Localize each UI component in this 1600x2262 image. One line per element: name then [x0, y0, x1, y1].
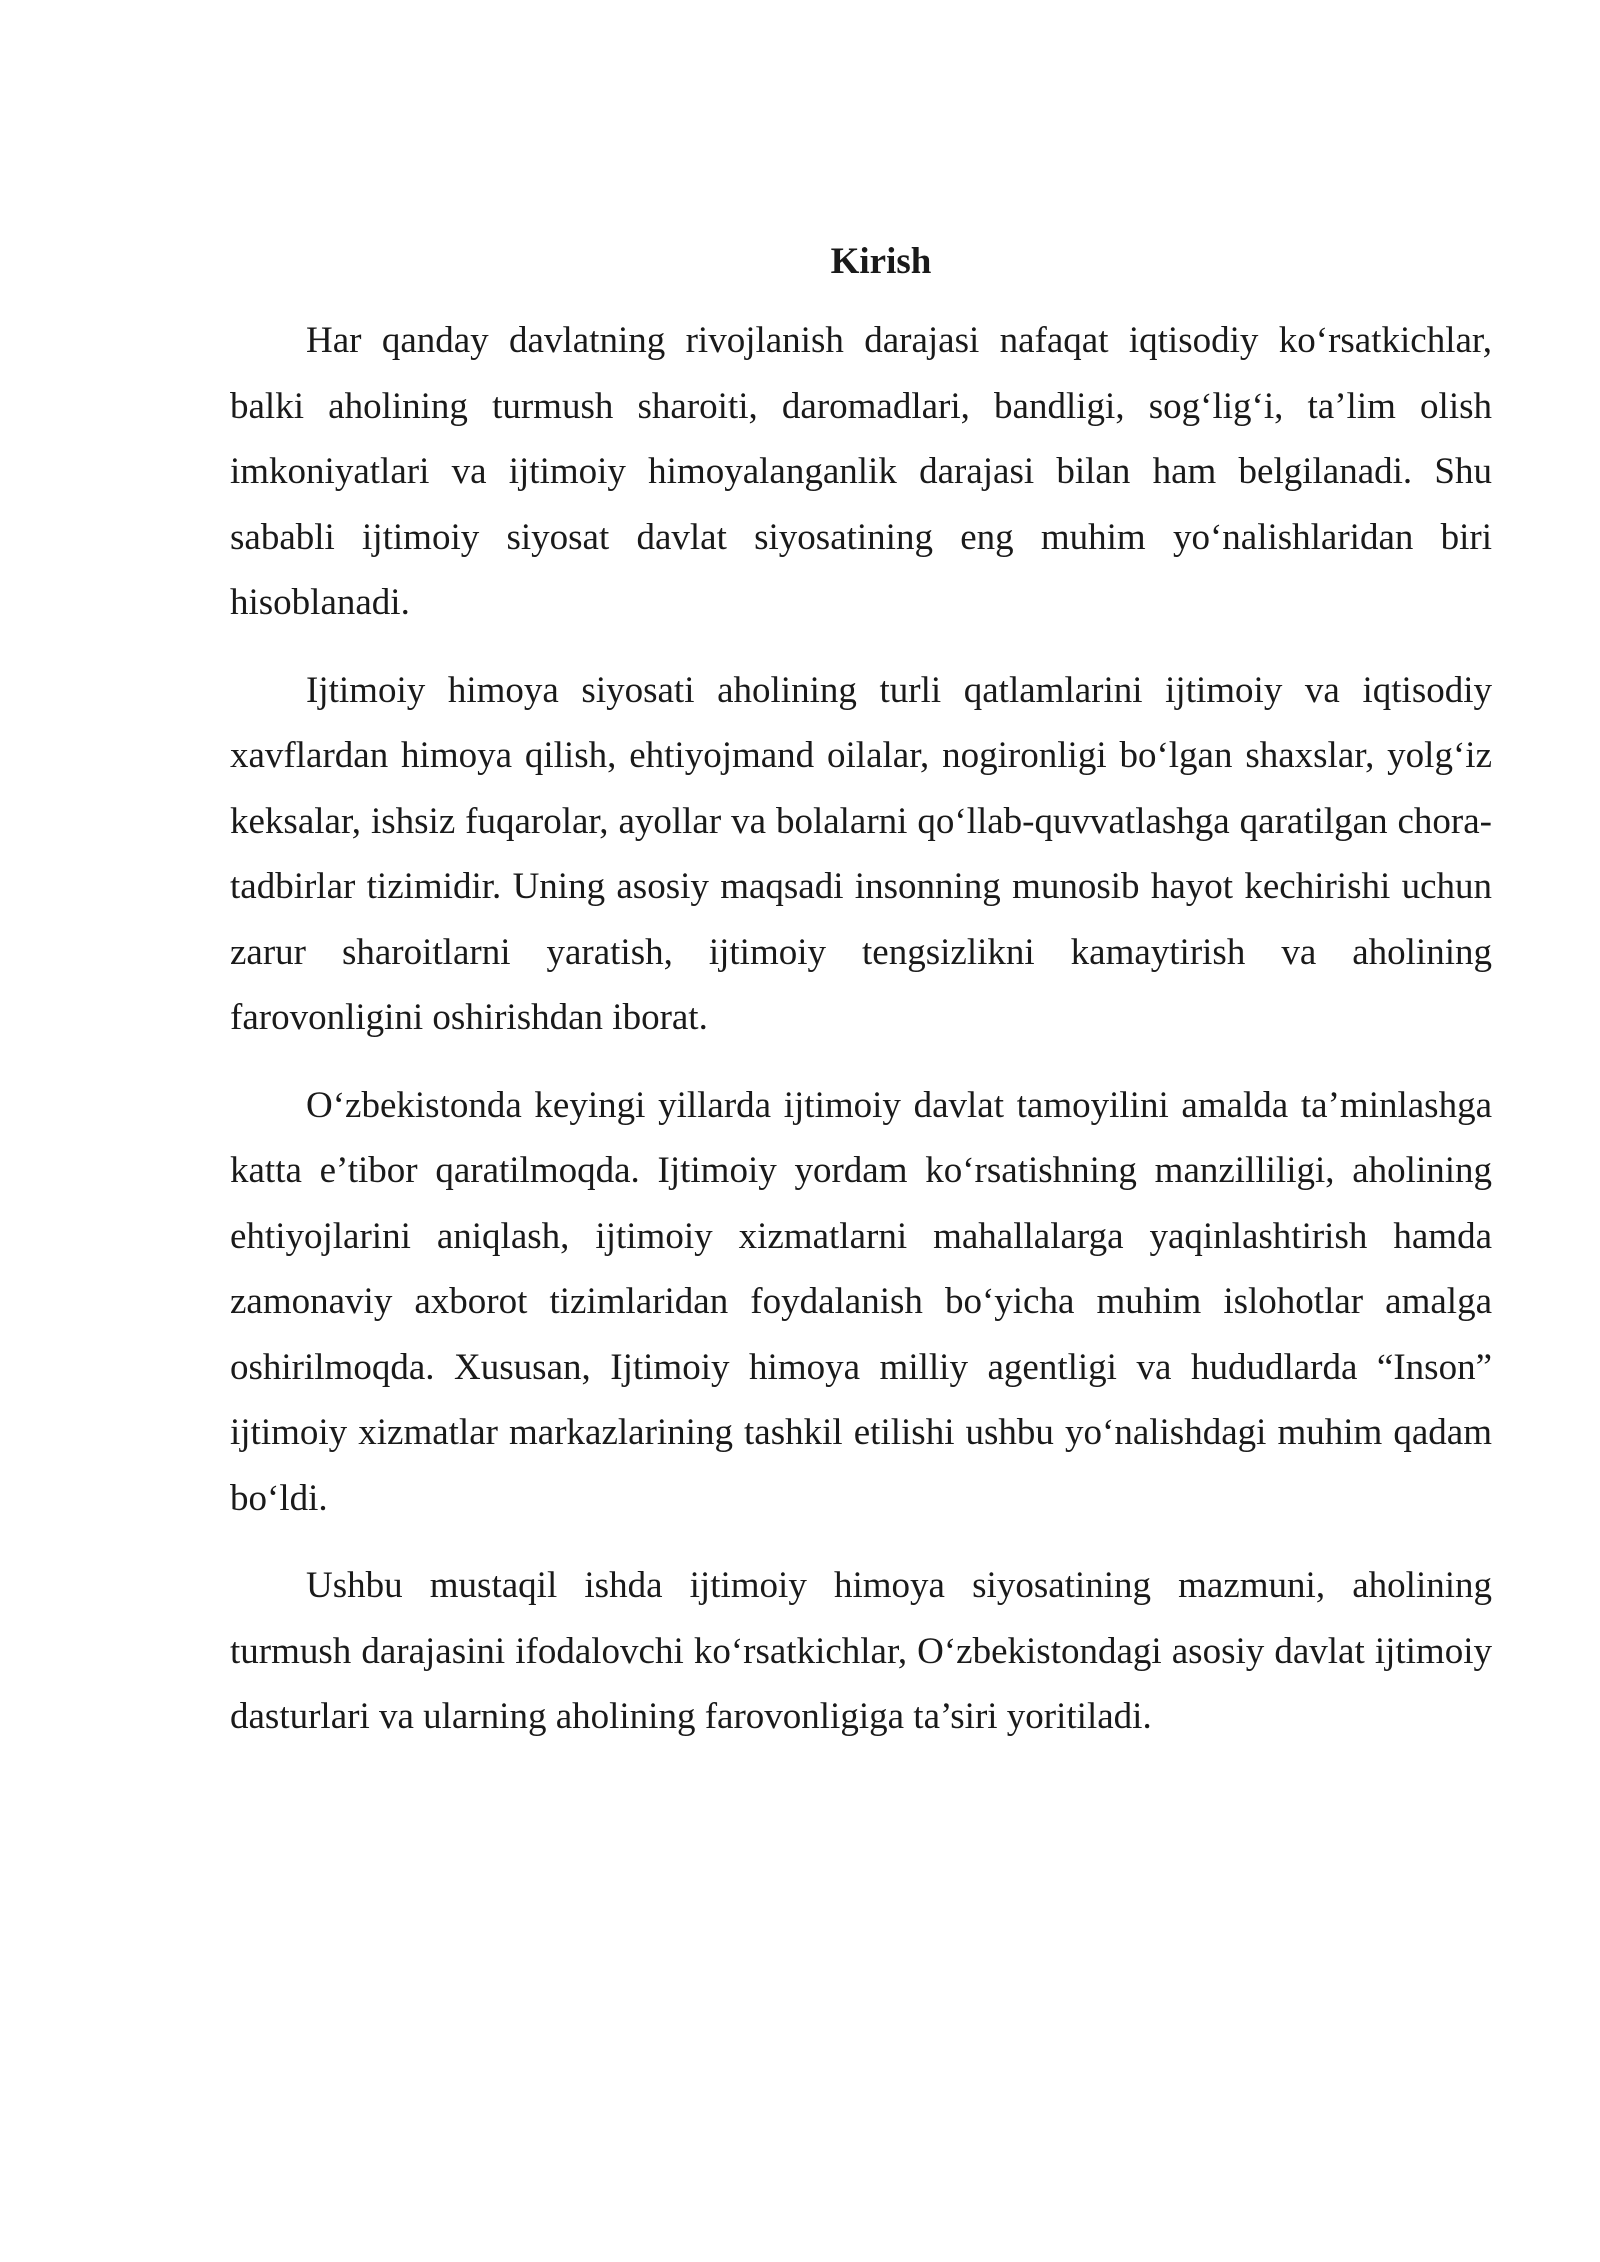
- document-body: [230, 232, 1492, 1772]
- paragraph-2: Ijtimoiy himoya siyosati aholining turli qatlamlarini ijtimoiy va iqtisodiy xavflardan himoya qilish, ehtiyojmand oilalar, nogironligi bo‘lgan shaxslar, yolg‘iz keksalar, ishsiz fuqarolar, ayollar va bolalarni qo‘llab-quvvatlashga qaratilgan chora-tadbirlar tizimidir. Uning asosiy maqsadi insonning munosib hayot kechirishi uchun zarur sharoitlarni yaratish, ijtimoiy tengsizlikni kamaytirish va aholining farovonligini oshirishdan iborat.: [230, 669, 1492, 1038]
- paragraph-3: O‘zbekistonda keyingi yillarda ijtimoiy davlat tamoyilini amalda ta’minlashga katta e’tibor qaratilmoqda. Ijtimoiy yordam ko‘rsatishning manzilliligi, aholining ehtiyojlarini aniqlash, ijtimoiy xizmatlarni mahallalarga yaqinlashtirish hamda zamonaviy axborot tizimlaridan foydalanish bo‘yicha muhim islohotlar amalga oshirilmoqda. Xususan, Ijtimoiy himoya milliy agentligi va hududlarda “Inson” ijtimoiy xizmatlar markazlarining tashkil etilishi ushbu yo‘nalishdagi muhim qadam bo‘ldi.: [230, 1084, 1492, 1519]
- section-title: Kirish: [830, 241, 932, 282]
- paragraph-1: Har qanday davlatning rivojlanish darajasi nafaqat iqtisodiy ko‘rsatkichlar, balki aholining turmush sharoiti, daromadlari, bandligi, sog‘lig‘i, ta’lim olish imkoniyatlari va ijtimoiy himoyalanganlik darajasi bilan ham belgilanadi. Shu sababli ijtimoiy siyosat davlat siyosatining eng muhim yo‘nalishlaridan biri hisoblanadi.: [230, 320, 1492, 623]
- paragraph-4: Ushbu mustaqil ishda ijtimoiy himoya siyosatining mazmuni, aholining turmush darajasini ifodalovchi ko‘rsatkichlar, O‘zbekistondagi asosiy davlat ijtimoiy dasturlari va ularning aholining farovonligiga ta’siri yoritiladi.: [230, 1565, 1492, 1737]
